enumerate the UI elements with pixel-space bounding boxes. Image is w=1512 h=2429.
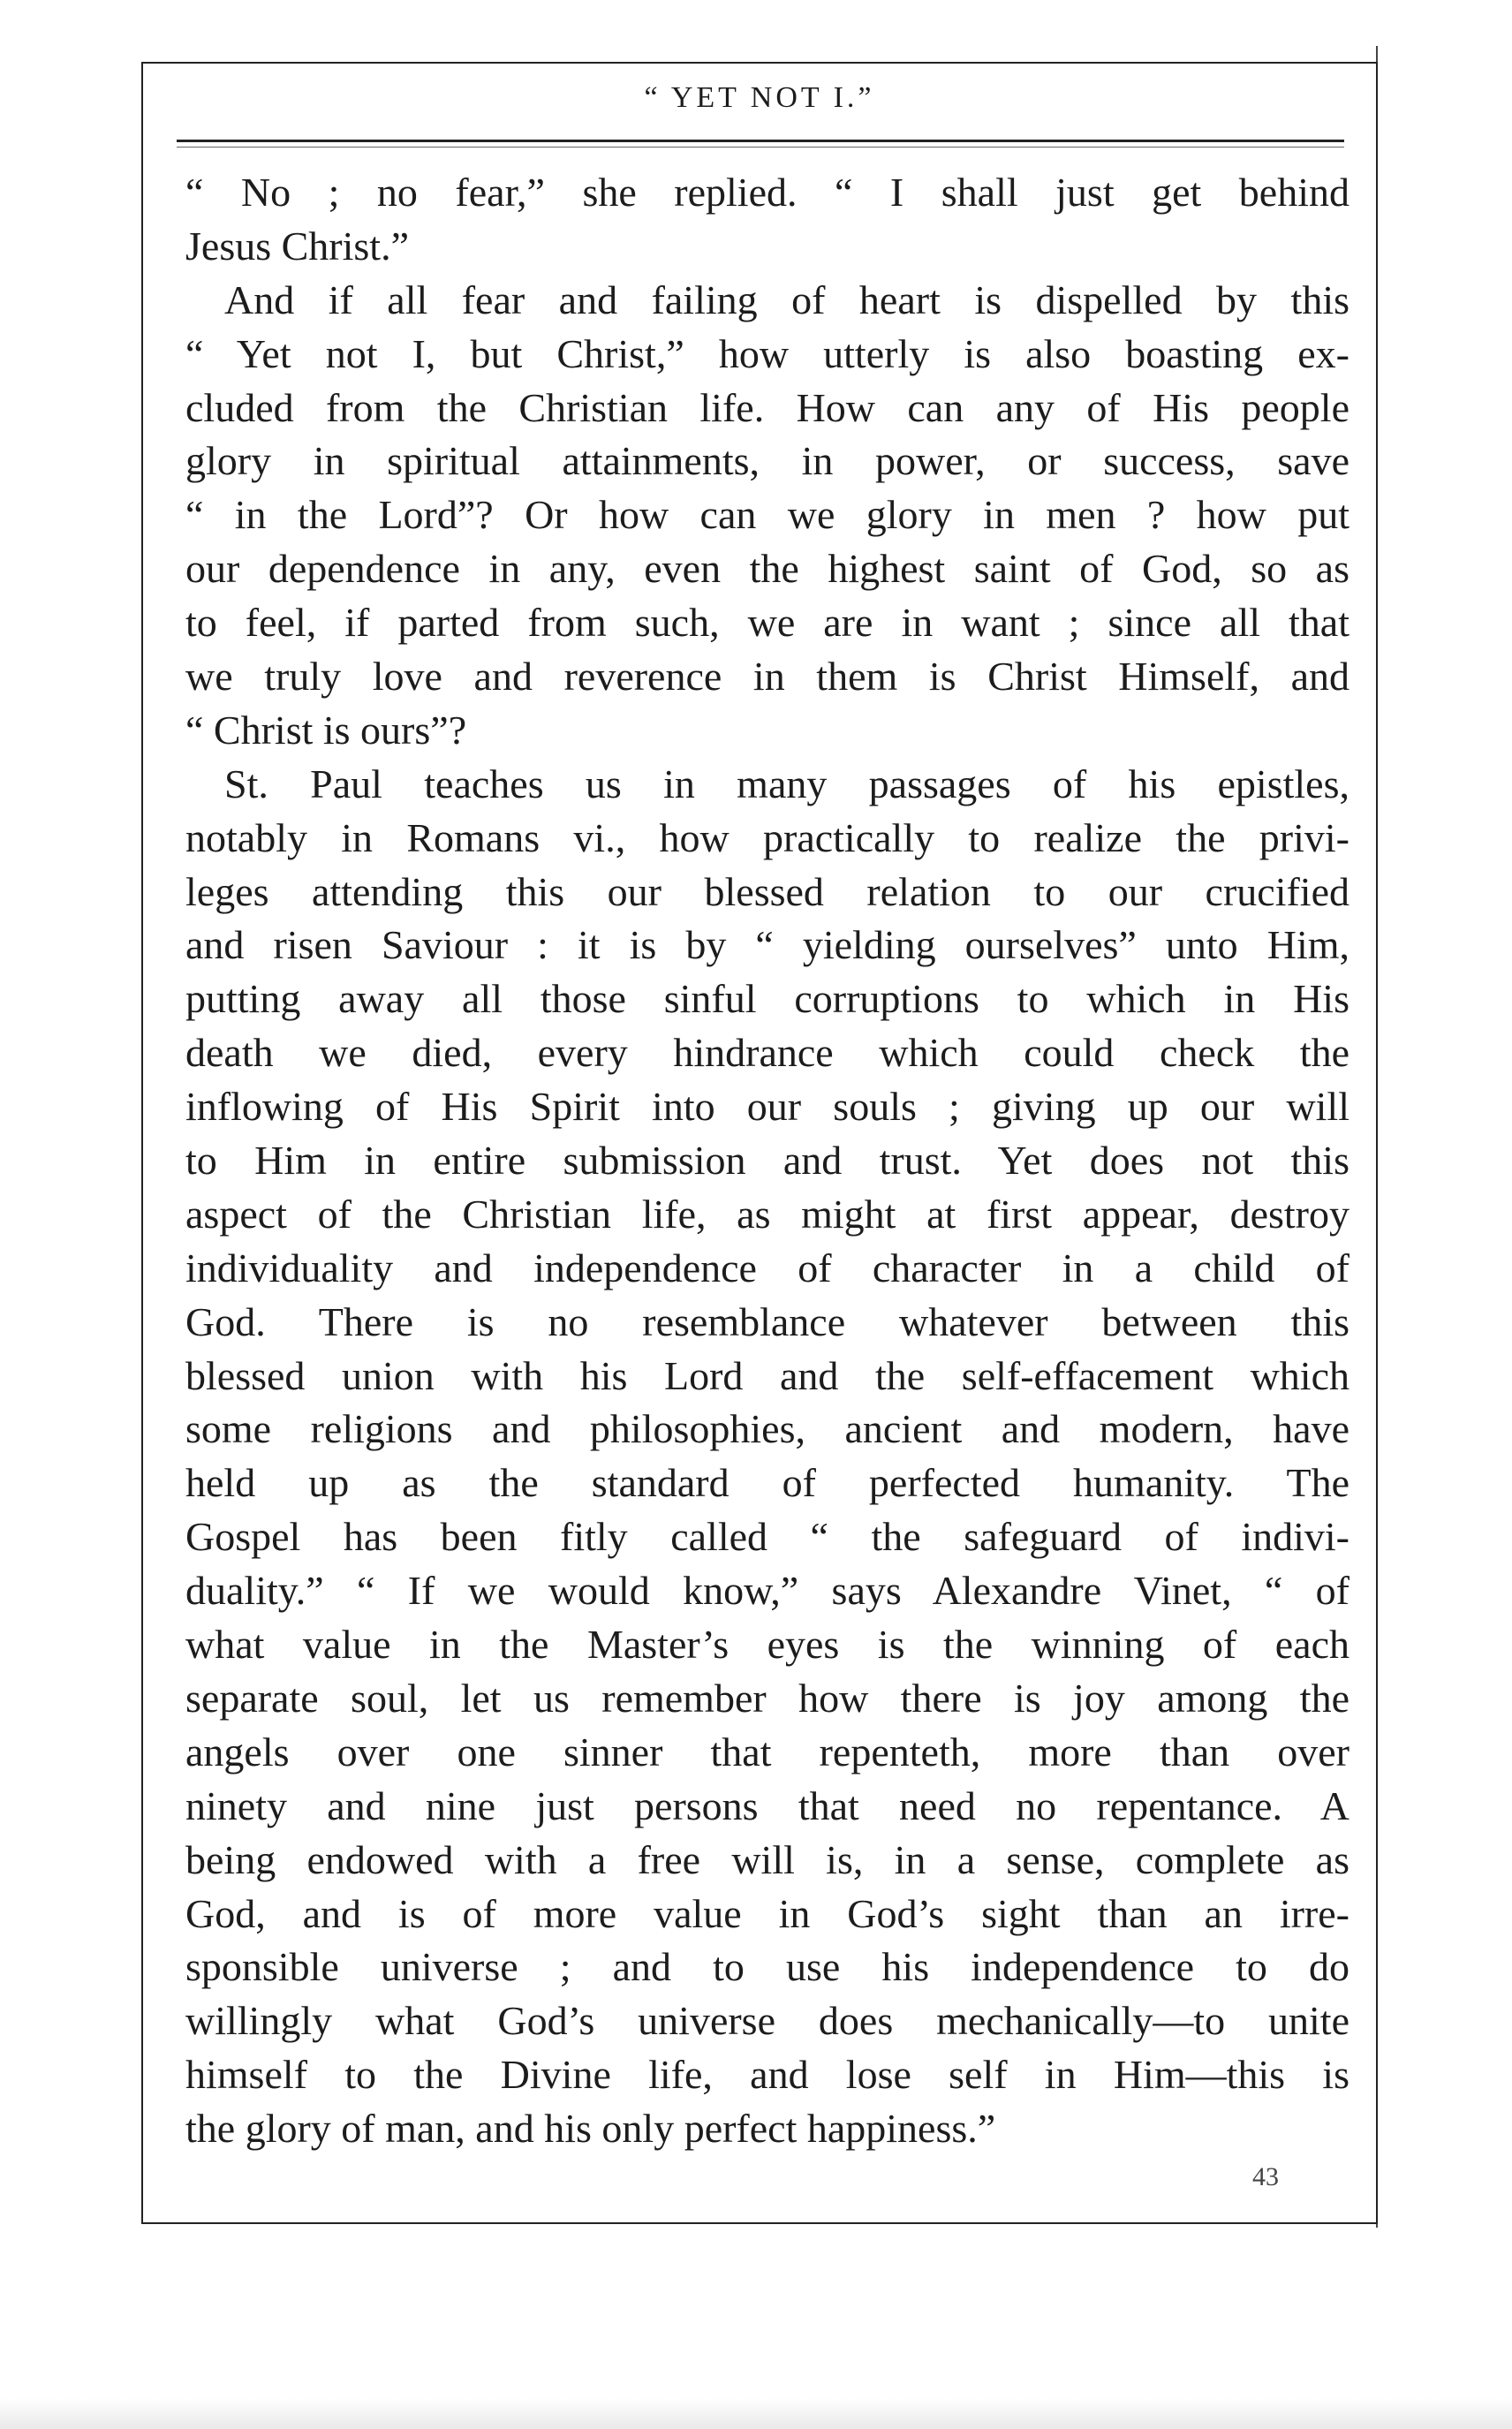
- text-line: held up as the standard of perfected humanity. The: [185, 1460, 1349, 1506]
- page-number: 43: [1252, 2162, 1279, 2191]
- text-line: to feel, if parted from such, we are in want ; since all that: [185, 600, 1349, 646]
- text-line: ninety and nine just persons that need no repentance. A: [185, 1782, 1349, 1828]
- text-line: some religions and philosophies, ancient and modern, have: [185, 1406, 1349, 1452]
- text-line: individuality and independence of character in a child of: [185, 1245, 1349, 1290]
- text-line: putting away all those sinful corruptions to which in His: [185, 976, 1349, 1022]
- text-line: inflowing of His Spirit into our souls ; giving up our will: [185, 1084, 1349, 1130]
- text-line: “ in the Lord”? Or how can we glory in men ? how put: [185, 492, 1349, 538]
- page-bottom-edge: [0, 2398, 1512, 2429]
- text-line: willingly what God’s universe does mechanically—to unite: [185, 1998, 1349, 2044]
- text-line: cluded from the Christian life. How can any of His people: [185, 384, 1349, 430]
- text-line: we truly love and reverence in them is Christ Himself, and: [185, 654, 1349, 700]
- header-rule-thin: [177, 147, 1344, 148]
- text-line: what value in the Master’s eyes is the winning of each: [185, 1622, 1349, 1668]
- text-line: to Him in entire submission and trust. Yet does not this: [185, 1138, 1349, 1184]
- text-line: St. Paul teaches us in many passages of his epistles,: [224, 760, 1349, 806]
- text-line: “ Christ is ours”?: [185, 707, 467, 753]
- text-line: Gospel has been fitly called “ the safeguard of indivi-: [185, 1514, 1349, 1560]
- text-line: the glory of man, and his only perfect happiness.”: [185, 2106, 996, 2152]
- text-line: glory in spiritual attainments, in power, or success, save: [185, 438, 1349, 484]
- text-line: leges attending this our blessed relation to our crucified: [185, 868, 1349, 914]
- text-line: our dependence in any, even the highest saint of God, so as: [185, 546, 1349, 592]
- body-text: [185, 166, 1349, 2156]
- text-line: sponsible universe ; and to use his independence to do: [185, 1944, 1349, 1990]
- text-line: himself to the Divine life, and lose self in Him—this is: [185, 2052, 1349, 2098]
- text-line: aspect of the Christian life, as might at first appear, destroy: [185, 1191, 1349, 1237]
- text-line: notably in Romans vi., how practically to realize the privi-: [185, 814, 1349, 860]
- text-line: “ Yet not I, but Christ,” how utterly is also boasting ex-: [185, 330, 1349, 376]
- text-line: God. There is no resemblance whatever between this: [185, 1298, 1349, 1344]
- text-line: death we died, every hindrance which could check the: [185, 1030, 1349, 1076]
- text-line: blessed union with his Lord and the self-effacement which: [185, 1352, 1349, 1398]
- text-line: And if all fear and failing of heart is dispelled by this: [224, 276, 1349, 322]
- text-line: and risen Saviour : it is by “ yielding ourselves” unto Him,: [185, 922, 1349, 968]
- text-line: angels over one sinner that repenteth, more than over: [185, 1729, 1349, 1774]
- running-title: “ YET NOT I.”: [644, 81, 875, 114]
- text-line: separate soul, let us remember how there is joy among the: [185, 1675, 1349, 1721]
- text-line: God, and is of more value in God’s sight than an irre-: [185, 1890, 1349, 1936]
- text-line: “ No ; no fear,” she replied. “ I shall just get behind: [185, 170, 1349, 215]
- text-line: duality.” “ If we would know,” says Alexandre Vinet, “ of: [185, 1568, 1349, 1614]
- text-line: being endowed with a free will is, in a sense, complete as: [185, 1836, 1349, 1882]
- text-line: Jesus Christ.”: [185, 223, 409, 269]
- header-rule: [177, 140, 1344, 142]
